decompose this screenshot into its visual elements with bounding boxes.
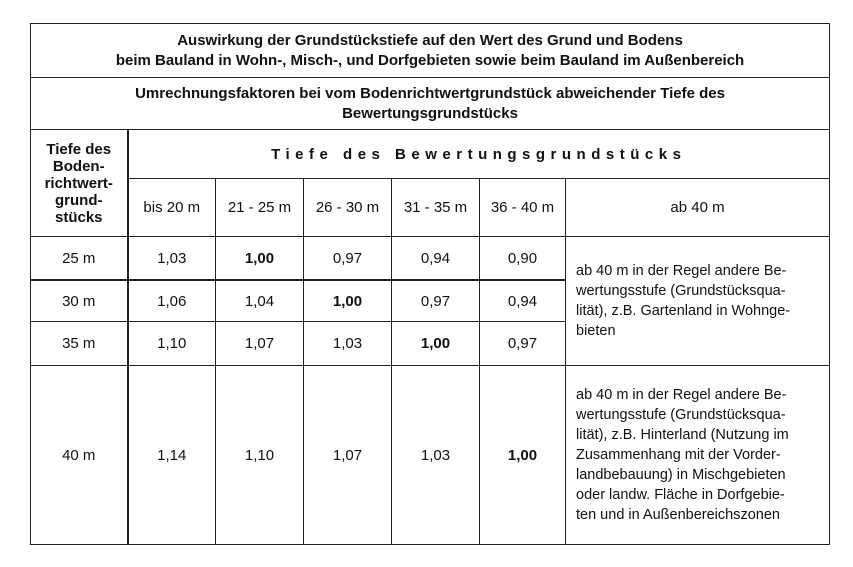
table-title [31,24,830,78]
group-header: Tiefe des Bewertungsgrundstücks [128,130,830,179]
column-header: 21 - 25 m [216,179,304,237]
column-header: 31 - 35 m [392,179,480,237]
row-header-line: Boden- [52,157,105,175]
note-line: ten und in Außenbereichszonen [576,507,780,523]
depth-factor-table [30,23,830,545]
note-line: lität), z.B. Hinterland (Nutzung im [576,427,789,443]
table-cell: 1,04 [216,280,304,322]
table-cell: 1,03 [304,322,392,366]
table-cell: 1,07 [216,322,304,366]
row-header-line: richtwert- [44,174,113,192]
title-line-2: beim Bauland in Wohn-, Misch-, und Dorfgebieten sowie beim Bauland im Außenbereich [115,51,745,69]
note-line: ab 40 m in der Regel andere Be- [576,263,787,279]
table-cell: 1,00 [392,322,480,366]
column-header: bis 20 m [128,179,216,237]
note-line: Zusammenhang mit der Vorder- [576,447,781,463]
note-lower [566,366,830,545]
subtitle-line-2: Bewertungsgrundstücks [342,104,518,122]
table-cell: 1,00 [480,366,566,545]
row-label: 30 m [31,280,128,322]
note-line: bieten [576,323,616,339]
table-cell: 1,00 [304,280,392,322]
column-header: 36 - 40 m [480,179,566,237]
table-cell: 1,07 [304,366,392,545]
note-line: wertungsstufe (Grundstücksqua- [576,407,786,423]
table-cell: 1,00 [216,237,304,281]
row-label: 35 m [31,322,128,366]
table-cell: 0,90 [480,237,566,281]
table-cell: 0,97 [304,237,392,281]
note-line: ab 40 m in der Regel andere Be- [576,387,787,403]
note-line: lität), z.B. Gartenland in Wohnge- [576,303,791,319]
row-label: 40 m [31,366,128,545]
table-subtitle [31,78,830,130]
row-header [31,130,128,237]
table-cell: 0,97 [480,322,566,366]
row-header-line: grund- [55,191,103,209]
table-cell: 1,10 [216,366,304,545]
column-header: ab 40 m [566,179,830,237]
row-header-line: Tiefe des [46,140,112,158]
table-cell: 1,03 [392,366,480,545]
table-cell: 1,10 [128,322,216,366]
table-cell: 0,97 [392,280,480,322]
note-line: wertungsstufe (Grundstücksqua- [576,283,786,299]
column-header: 26 - 30 m [304,179,392,237]
table-cell: 0,94 [480,280,566,322]
row-header-line: stücks [54,208,103,226]
table-cell: 1,06 [128,280,216,322]
note-line: oder landw. Fläche in Dorfgebie- [576,487,785,503]
table-row [31,366,830,545]
table-cell: 0,94 [392,237,480,281]
subtitle-line-1: Umrechnungsfaktoren bei vom Bodenrichtwertgrundstück abweichender Tiefe des [135,84,725,102]
row-label: 25 m [31,237,128,281]
title-line-1: Auswirkung der Grundstückstiefe auf den Wert des Grund und Bodens [177,31,683,49]
table-row [31,237,830,281]
table-cell: 1,03 [128,237,216,281]
table-cell: 1,14 [128,366,216,545]
note-line: landbebauung) in Mischgebieten [576,467,786,483]
note-upper [566,237,830,366]
